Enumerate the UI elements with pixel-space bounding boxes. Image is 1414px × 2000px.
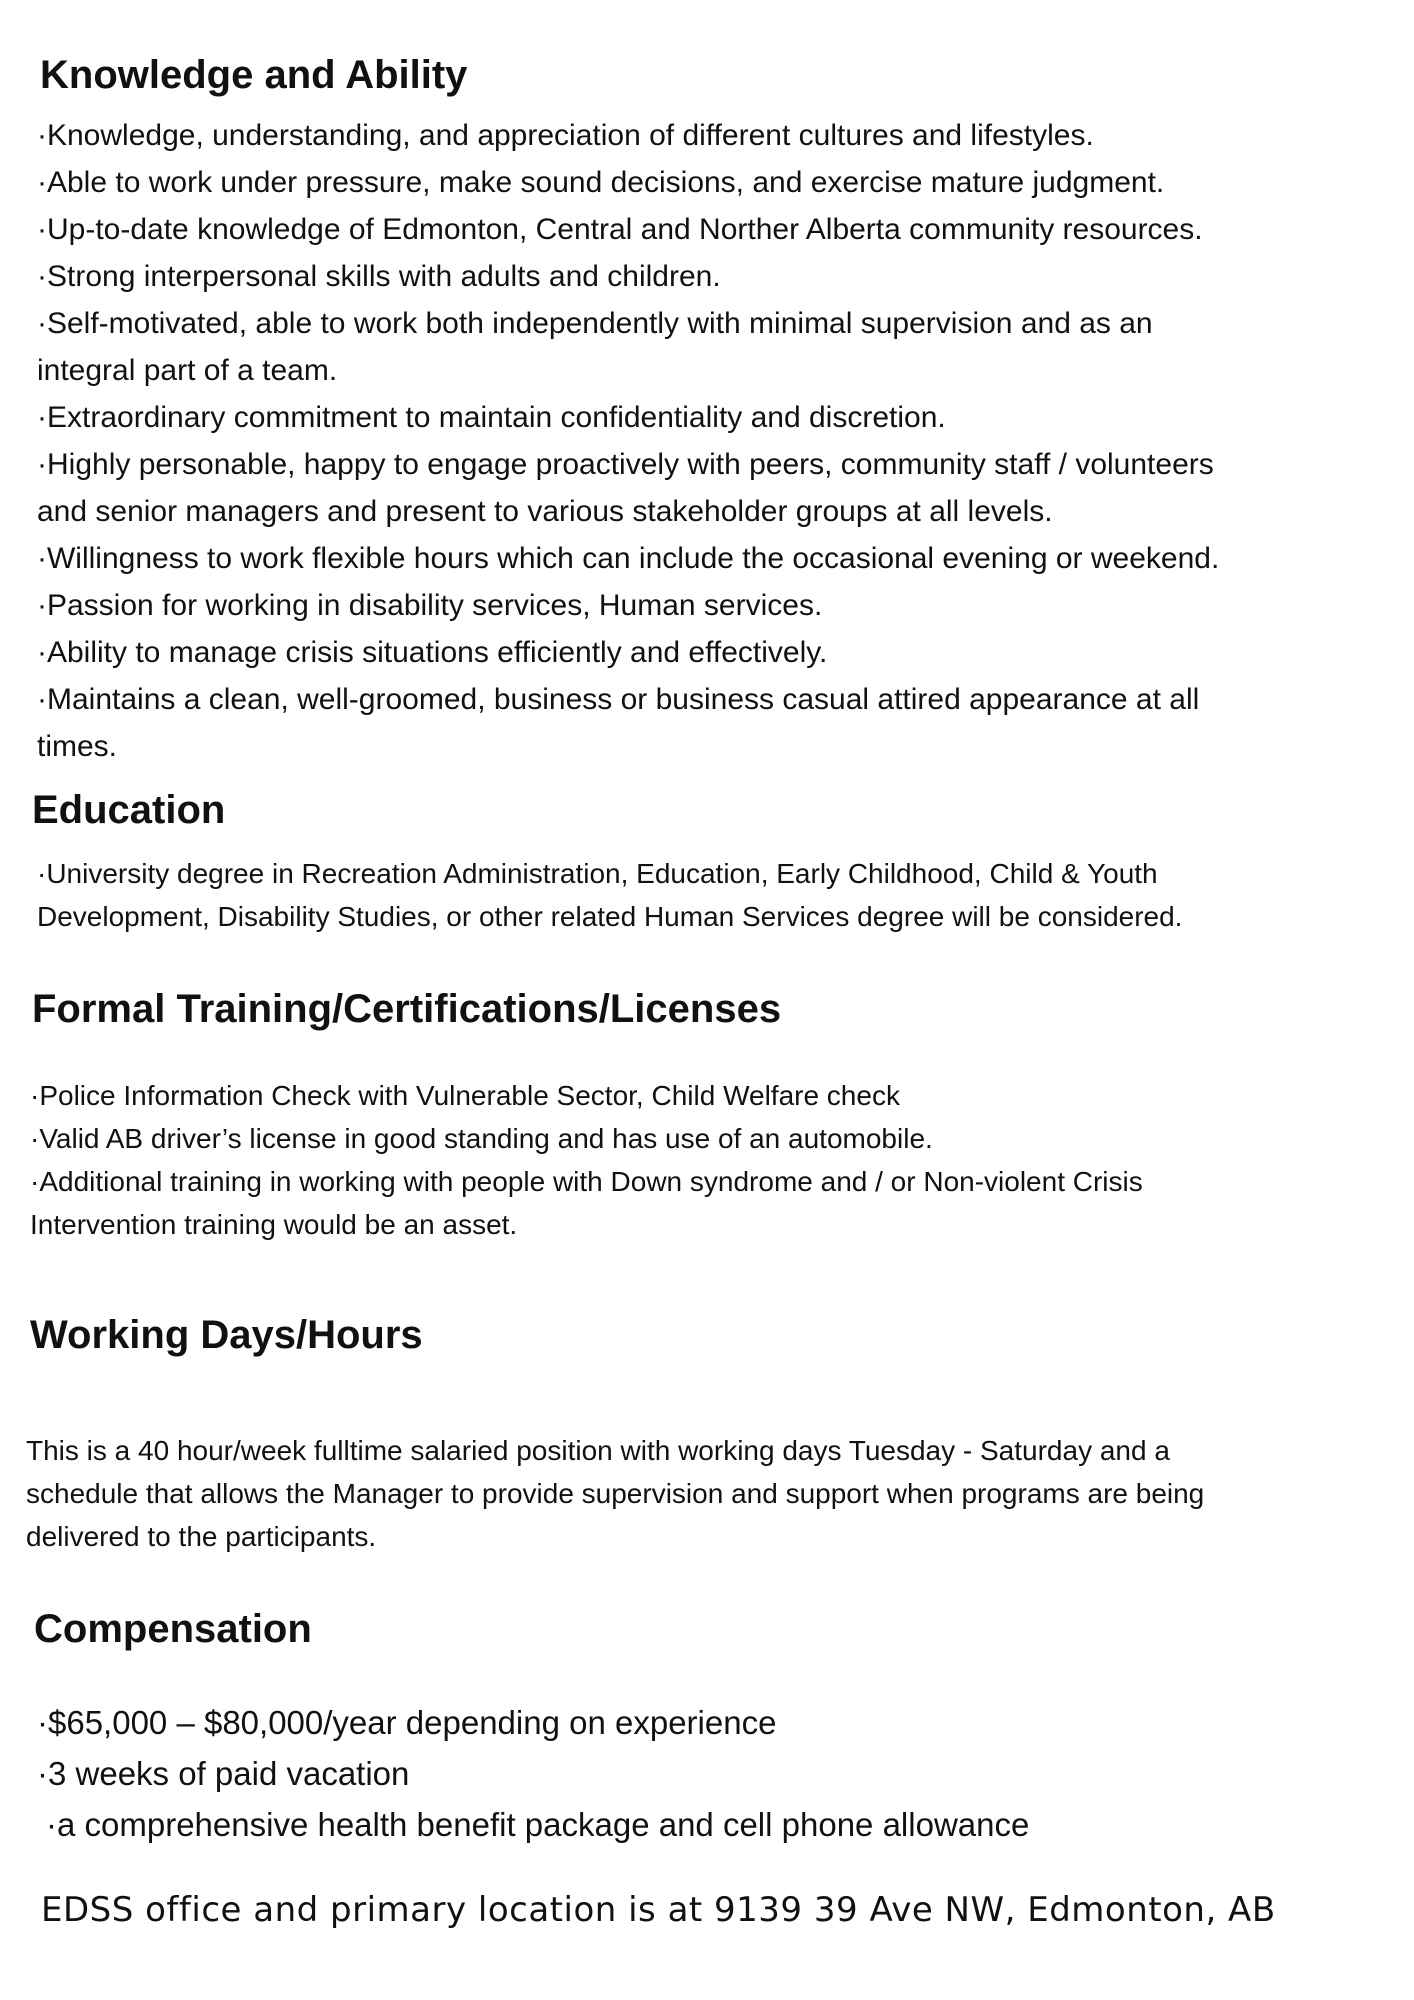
training-list bbox=[30, 1074, 1370, 1246]
knowledge-line: times. bbox=[37, 730, 118, 763]
knowledge-list bbox=[37, 112, 1397, 770]
knowledge-line: ·Passion for working in disability services, Human services. bbox=[37, 589, 823, 622]
compensation-heading: Compensation bbox=[34, 1607, 312, 1651]
training-line: ·Police Information Check with Vulnerable Sector, Child Welfare check bbox=[30, 1080, 900, 1111]
office-location-text: EDSS office and primary location is at 9139 39 Ave NW, Edmonton, AB bbox=[41, 1890, 1276, 1930]
hours-paragraph: This is a 40 hour/week fulltime salaried position with working days Tuesday - Saturday and a schedule that allows the Manager to provide supervision and support when programs are being delivered to the participants. bbox=[26, 1435, 1205, 1552]
knowledge-line: ·Willingness to work flexible hours which can include the occasional evening or weekend. bbox=[37, 542, 1220, 575]
knowledge-line: ·Knowledge, understanding, and appreciation of different cultures and lifestyles. bbox=[37, 119, 1094, 152]
compensation-line: ·3 weeks of paid vacation bbox=[37, 1755, 410, 1792]
knowledge-line: ·Up-to-date knowledge of Edmonton, Central and Norther Alberta community resources. bbox=[37, 213, 1203, 246]
training-line: ·Additional training in working with people with Down syndrome and / or Non-violent Crisis bbox=[30, 1166, 1143, 1197]
knowledge-line: and senior managers and present to various stakeholder groups at all levels. bbox=[37, 495, 1053, 528]
education-list bbox=[37, 852, 1377, 938]
knowledge-heading: Knowledge and Ability bbox=[40, 53, 468, 97]
training-line: ·Valid AB driver’s license in good standing and has use of an automobile. bbox=[30, 1123, 933, 1154]
knowledge-line: ·Able to work under pressure, make sound decisions, and exercise mature judgment. bbox=[37, 166, 1165, 199]
knowledge-line: ·Self-motivated, able to work both independently with minimal supervision and as an bbox=[37, 307, 1153, 340]
hours-heading: Working Days/Hours bbox=[30, 1313, 423, 1357]
compensation-list bbox=[37, 1697, 1337, 1850]
knowledge-line: ·Ability to manage crisis situations efficiently and effectively. bbox=[37, 636, 828, 669]
education-line: ·University degree in Recreation Administration, Education, Early Childhood, Child & Youth bbox=[37, 858, 1158, 889]
knowledge-line: ·Maintains a clean, well-groomed, business or business casual attired appearance at all bbox=[37, 683, 1200, 716]
compensation-line: ·a comprehensive health benefit package and cell phone allowance bbox=[46, 1806, 1030, 1843]
knowledge-line: integral part of a team. bbox=[37, 354, 338, 387]
knowledge-line: ·Strong interpersonal skills with adults and children. bbox=[37, 260, 721, 293]
knowledge-line: ·Extraordinary commitment to maintain confidentiality and discretion. bbox=[37, 401, 946, 434]
training-heading: Formal Training/Certifications/Licenses bbox=[32, 987, 782, 1031]
training-line: Intervention training would be an asset. bbox=[30, 1209, 518, 1240]
knowledge-line: ·Highly personable, happy to engage proactively with peers, community staff / volunteers bbox=[37, 448, 1214, 481]
compensation-line: ·$65,000 – $80,000/year depending on experience bbox=[37, 1704, 777, 1741]
education-heading: Education bbox=[32, 788, 226, 832]
education-line: Development, Disability Studies, or other related Human Services degree will be considered. bbox=[37, 901, 1183, 932]
